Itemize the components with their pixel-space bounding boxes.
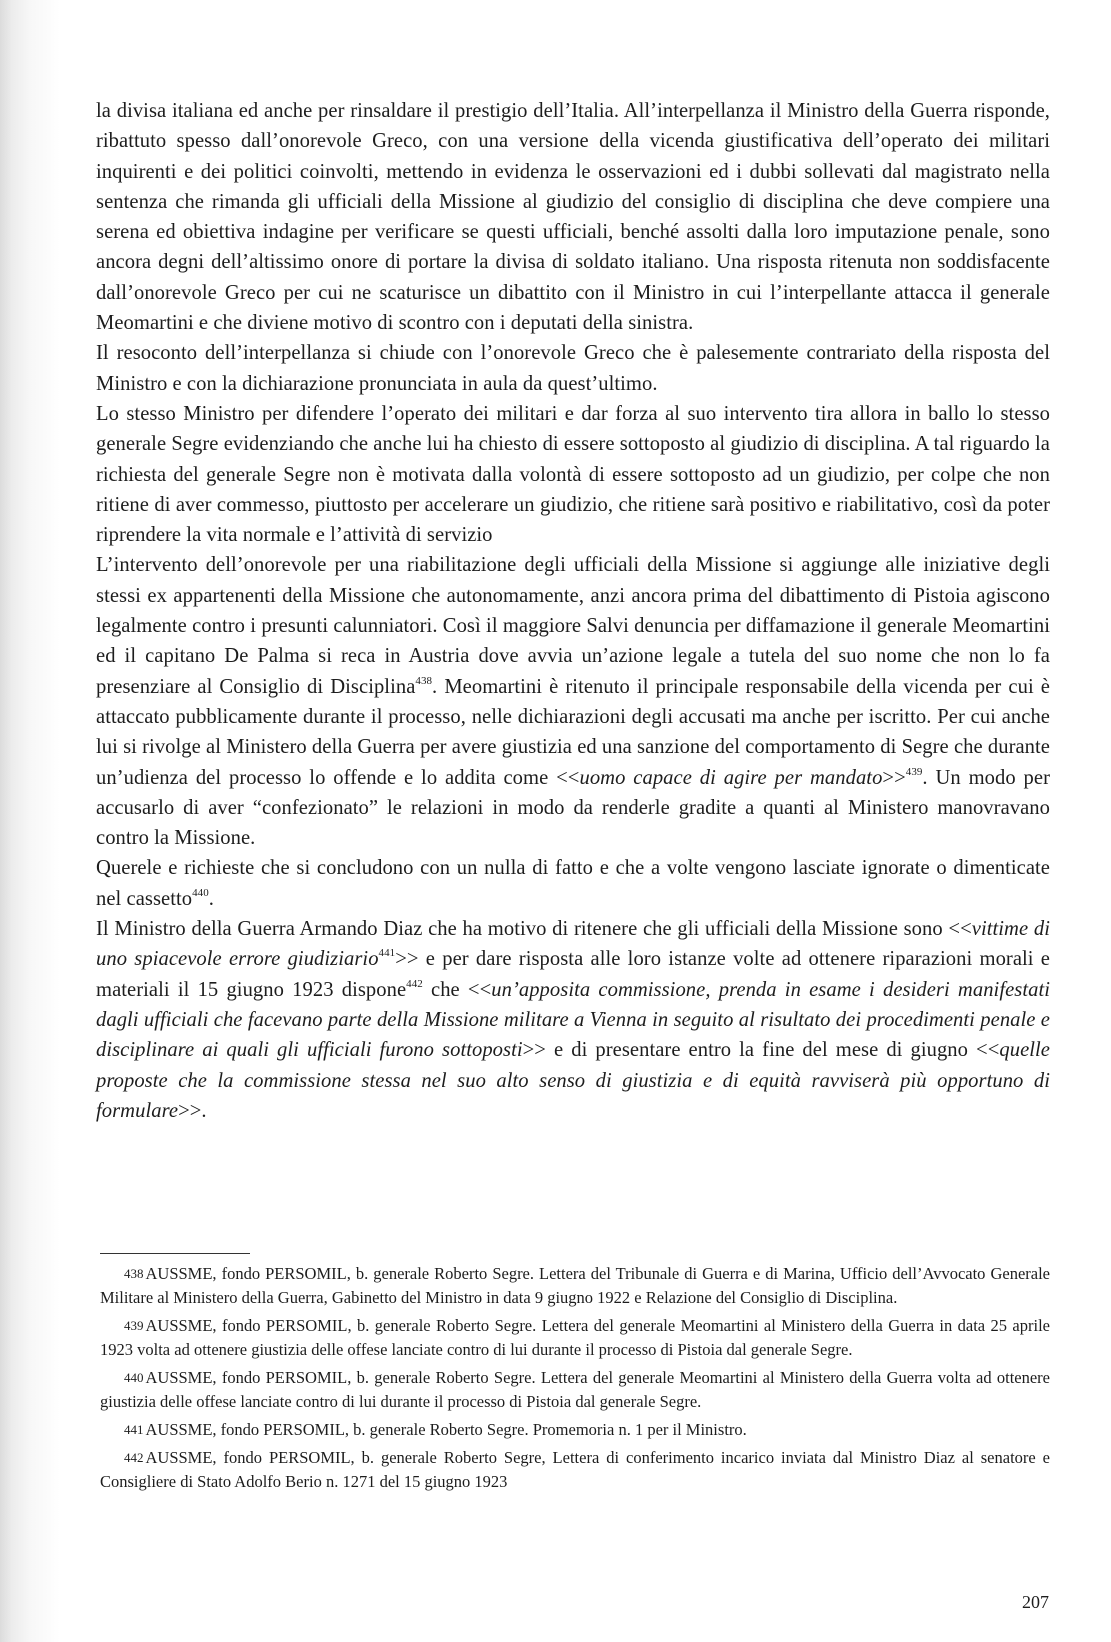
text-run: >> e per dare risposta alle loro istanze volte ad ottenere riparazioni morali e materiali il 15 giugno 1923 dispone xyxy=(96,948,1050,1001)
text-run: >>. xyxy=(178,1099,207,1122)
paragraph xyxy=(96,399,1050,550)
text-run: che << xyxy=(422,978,492,1001)
paragraph xyxy=(96,914,1050,1126)
footnote-number: 441 xyxy=(124,1422,144,1437)
paragraph xyxy=(96,96,1050,338)
text-run: Il resoconto dell’interpellanza si chiude con l’onorevole Greco che è palesemente contrariato della risposta del Ministro e con la dichiarazione pronunciata in aula da quest’ultimo. xyxy=(96,342,1050,395)
paragraph xyxy=(96,338,1050,399)
footnote-separator xyxy=(100,1253,250,1254)
footnotes xyxy=(100,1262,1050,1498)
footnote-ref: 440 xyxy=(192,886,209,899)
footnote-text: AUSSME, fondo PERSOMIL, b. generale Roberto Segre, Lettera di conferimento incarico inviata dal Ministro Diaz al senatore e Consigliere di Stato Adolfo Berio n. 1271 del 15 giugno 1923 xyxy=(100,1448,1050,1491)
paragraph xyxy=(96,853,1050,914)
footnote xyxy=(100,1262,1050,1310)
text-run: Lo stesso Ministro per difendere l’operato dei militari e dar forza al suo intervento tira allora in ballo lo stesso generale Segre evidenziando che anche lui ha chiesto di essere sottoposto al giudizio di disciplina. A tal riguardo la richiesta del generale Segre non è motivata dalla volontà di essere sottoposto ad un giudizio, per colpe che non ritiene di aver commesso, piuttosto per accelerare un giudizio, che ritiene sarà positivo e riabilitativo, così da poter riprendere la vita normale e l’attività di servizio xyxy=(96,402,1050,547)
paragraph xyxy=(96,550,1050,853)
footnote xyxy=(100,1366,1050,1414)
italic-quote: quelle proposte che la commissione stessa nel suo alto senso di giustizia e di equità ravviserà più opportuno di formulare xyxy=(96,1039,1050,1122)
text-run: Il Ministro della Guerra Armando Diaz che ha motivo di ritenere che gli ufficiali della Missione sono << xyxy=(96,918,972,941)
footnote xyxy=(100,1446,1050,1494)
text-run: . Meomartini è ritenuto il principale responsabile della vicenda per cui è attaccato pubblicamente durante il processo, nelle dichiarazioni degli accusati ma anche per iscritto. Per cui anche lui si rivolge al Ministero della Guerra per avere giustizia ed una sanzione del comportamento di Segre che durante un’udienza del processo lo offende e lo addita come << xyxy=(96,675,1050,789)
footnote-ref: 439 xyxy=(905,765,923,778)
footnote-number: 438 xyxy=(124,1266,144,1281)
italic-quote: vittime di uno spiacevole errore giudiziario xyxy=(96,918,1050,971)
text-run: L’intervento dell’onorevole per una riabilitazione degli ufficiali della Missione si aggiunge alle iniziative degli stessi ex appartenenti della Missione che autonomamente, anzi ancora prima del dibattimento di Pistoia agiscono legalmente contro i presunti calunniatori. Così il maggiore Salvi denuncia per diffamazione il generale Meomartini ed il capitano De Palma si reca in Austria dove avvia un’azione legale a tutela del suo nome che non lo fa presenziare al Consiglio di Disciplina xyxy=(96,554,1050,698)
main-text xyxy=(96,96,1050,1126)
page-number: 207 xyxy=(1022,1592,1049,1612)
footnote xyxy=(100,1314,1050,1362)
text-run: . xyxy=(208,887,214,910)
text-run: Querele e richieste che si concludono con un nulla di fatto e che a volte vengono lasciate ignorate o dimenticate nel cassetto xyxy=(96,857,1050,910)
text-run: >> xyxy=(882,766,906,789)
footnote-ref: 442 xyxy=(406,977,423,990)
footnote-number: 442 xyxy=(124,1450,144,1465)
footnote-text: AUSSME, fondo PERSOMIL, b. generale Roberto Segre. Promemoria n. 1 per il Ministro. xyxy=(145,1420,747,1439)
footnote-ref: 441 xyxy=(378,947,396,960)
footnote xyxy=(100,1418,1050,1442)
text-run: la divisa italiana ed anche per rinsaldare il prestigio dell’Italia. All’interpellanza il Ministro della Guerra risponde, ribattuto spesso dall’onorevole Greco, con una versione della vicenda giustificativa dell’operato dei militari inquirenti e dei politici coinvolti, mettendo in evidenza le osservazioni ed i dubbi sollevati dal magistrato nella sentenza che rimanda gli ufficiali della Missione al giudizio del consiglio di disciplina che deve compiere una serena ed obiettiva indagine per verificare se questi ufficiali, benché assolti dalla loro imputazione penale, sono ancora degni dell’altissimo onore di portare la divisa di soldato italiano. Una risposta ritenuta non soddisfacente dall’onorevole Greco per cui ne scaturisce un dibattito con il Ministro in cui l’interpellante attacca il generale Meomartini e che diviene motivo di scontro con i deputati della sinistra. xyxy=(96,100,1050,335)
footnote-text: AUSSME, fondo PERSOMIL, b. generale Roberto Segre. Lettera del generale Meomartini al Ministero della Guerra volta ad ottenere giustizia delle offese lanciate contro di lui durante il processo di Pistoia dal generale Segre. xyxy=(100,1368,1050,1411)
footnote-number: 439 xyxy=(124,1318,144,1333)
italic-quote: uomo capace di agire per mandato xyxy=(579,766,883,789)
footnote-number: 440 xyxy=(124,1370,144,1385)
text-run: >> e di presentare entro la fine del mese di giugno << xyxy=(522,1039,1000,1062)
text-run: . Un modo per accusarlo di aver “confezionato” le relazioni in modo da renderle gradite a quanti al Ministero manovravano contro la Missione. xyxy=(96,766,1051,850)
footnote-text: AUSSME, fondo PERSOMIL, b. generale Roberto Segre. Lettera del Tribunale di Guerra e di Marina, Ufficio dell’Avvocato Generale Militare al Ministero della Guerra, Gabinetto del Ministro in data 9 giugno 1922 e Relazione del Consiglio di Disciplina. xyxy=(100,1264,1050,1307)
footnote-text: AUSSME, fondo PERSOMIL, b. generale Roberto Segre. Lettera del generale Meomartini al Ministero della Guerra in data 25 aprile 1923 volta ad ottenere giustizia delle offese lanciate contro di lui durante il processo di Pistoia dal generale Segre. xyxy=(100,1316,1050,1359)
footnote-ref: 438 xyxy=(415,674,433,687)
italic-quote: un’apposita commissione, prenda in esame i desideri manifestati dagli ufficiali che facevano parte della Missione militare a Vienna in seguito al risultato dei procedimenti penale e disciplinare ai quali gli ufficiali furono sottoposti xyxy=(96,978,1051,1062)
